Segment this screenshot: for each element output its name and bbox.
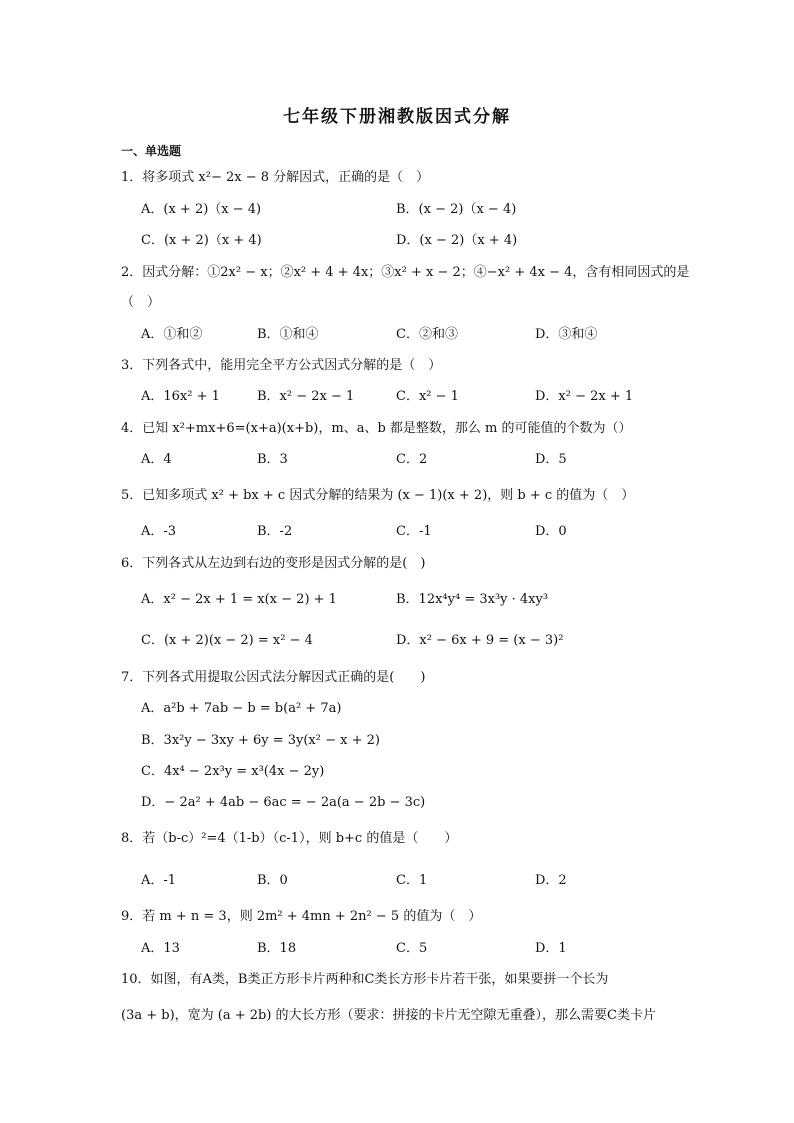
question-3-option-a[interactable]: A．16x² + 1 [141,389,220,404]
question-1-option-c[interactable]: C．(x + 2)（x + 4) [141,233,262,248]
question-4-option-c[interactable]: C．2 [396,452,428,467]
question-2-option-b[interactable]: B．①和④ [257,327,319,342]
question-10-stem-cont: (3a + b)，宽为 (a + 2b) 的大长方形（要求：拼接的卡片无空隙无重叠），那么需要C类卡片 [121,1008,656,1023]
question-6-option-a[interactable]: A．x² − 2x + 1 = x(x − 2) + 1 [141,592,337,607]
question-4-option-d[interactable]: D．5 [535,452,567,467]
question-7-stem: 7．下列各式用提取公因式法分解因式正确的是( ) [121,670,426,685]
question-9-option-c[interactable]: C．5 [396,941,428,956]
question-4-stem: 4．已知 x²+mx+6=(x+a)(x+b)，m、a、b 都是整数，那么 m 的可能值的个数为（） [121,421,632,436]
question-3-stem: 3．下列各式中，能用完全平方公式因式分解的是（ ） [121,358,442,373]
question-9-option-d[interactable]: D．1 [535,941,567,956]
question-2-stem: 2．因式分解：①2x² − x；②x² + 4 + 4x；③x² + x − 2；④−x² + 4x − 4，含有相同因式的是 [121,265,690,280]
question-4-option-a[interactable]: A．4 [141,452,172,467]
question-5-option-d[interactable]: D．0 [535,524,567,539]
question-10-stem: 10．如图，有A类，B类正方形卡片两种和C类长方形卡片若干张，如果要拼一个长为 [121,972,609,987]
question-9-option-a[interactable]: A．13 [141,941,180,956]
question-3-option-d[interactable]: D．x² − 2x + 1 [535,389,634,404]
question-7-option-d[interactable]: D．− 2a² + 4ab − 6ac = − 2a(a − 2b − 3c) [141,795,426,810]
question-2-option-d[interactable]: D．③和④ [535,327,598,342]
question-3-option-c[interactable]: C．x² − 1 [396,389,459,404]
question-8-stem: 8．若（b-c）²=4（1-b）（c-1），则 b+c 的值是（ ） [121,831,458,846]
question-3-option-b[interactable]: B．x² − 2x − 1 [257,389,355,404]
question-5-option-b[interactable]: B．-2 [257,524,293,539]
question-1-option-d[interactable]: D．(x − 2)（x + 4) [396,233,518,248]
question-6-option-d[interactable]: D．x² − 6x + 9 = (x − 3)² [396,633,564,648]
question-2-option-a[interactable]: A．①和② [141,327,203,342]
question-8-option-a[interactable]: A．-1 [141,873,177,888]
question-5-option-a[interactable]: A．-3 [141,524,177,539]
question-7-option-c[interactable]: C．4x⁴ − 2x³y = x³(4x − 2y) [141,764,325,779]
question-5-stem: 5．已知多项式 x² + bx + c 因式分解的结果为 (x − 1)(x + 2)，则 b + c 的值为（ ） [121,488,635,503]
question-8-option-c[interactable]: C．1 [396,873,428,888]
question-8-option-b[interactable]: B．0 [257,873,288,888]
question-7-option-b[interactable]: B．3x²y − 3xy + 6y = 3y(x² − x + 2) [141,733,380,748]
question-2-option-c[interactable]: C．②和③ [396,327,458,342]
question-1-option-b[interactable]: B．(x − 2)（x − 4) [396,202,517,217]
question-8-option-d[interactable]: D．2 [535,873,567,888]
question-9-option-b[interactable]: B．18 [257,941,297,956]
question-6-stem: 6．下列各式从左边到右边的变形是因式分解的是( ) [121,556,426,571]
question-2-stem-cont: （ ） [121,295,161,310]
question-1-option-a[interactable]: A．(x + 2)（x − 4) [141,202,262,217]
section-heading: 一、单选题 [121,144,182,158]
question-4-option-b[interactable]: B．3 [257,452,288,467]
page-title: 七年级下册湘教版因式分解 [283,107,511,127]
question-6-option-c[interactable]: C．(x + 2)(x − 2) = x² − 4 [141,633,313,648]
question-5-option-c[interactable]: C．-1 [396,524,432,539]
question-9-stem: 9．若 m + n = 3，则 2m² + 4mn + 2n² − 5 的值为（ ） [121,909,482,924]
question-6-option-b[interactable]: B．12x⁴y⁴ = 3x³y · 4xy³ [396,592,549,607]
question-7-option-a[interactable]: A．a²b + 7ab − b = b(a² + 7a) [141,701,342,716]
question-1-stem: 1．将多项式 x²− 2x − 8 分解因式，正确的是（ ） [121,170,430,185]
